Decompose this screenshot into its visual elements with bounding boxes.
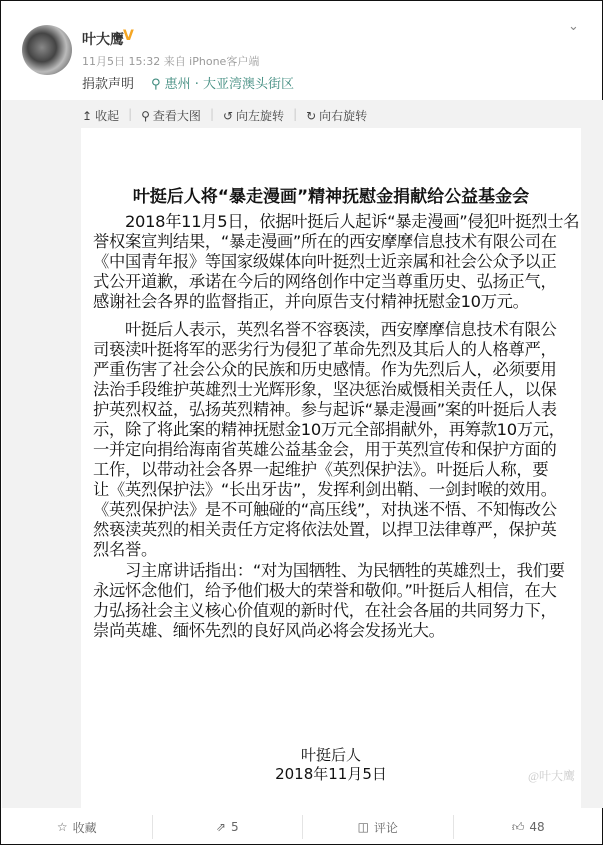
paragraph-line: 司亵渎叶挺将军的恶劣行为侵犯了革命先烈及其后人的人格尊严， (93, 340, 557, 359)
comment-icon: ◫ (357, 820, 369, 834)
image-title: 叶挺后人将“暴走漫画”精神抚慰金捐献给公益基金会 (132, 187, 530, 207)
location-pin-icon: ⚲ (151, 77, 165, 92)
post-image[interactable] (81, 128, 581, 808)
like-button[interactable] (454, 815, 603, 839)
paragraph-line: 式公开道歉，承诺在今后的网络创作中定当尊重历史、弘扬正气， (93, 272, 557, 291)
paragraph-line: 2018年11月5日，依据叶挺后人起诉“暴走漫画”侵犯叶挺烈士名 (93, 212, 580, 231)
view-large-label: 查看大图 (152, 109, 201, 123)
comment-label: 评论 (373, 820, 398, 835)
divider: | (128, 107, 133, 121)
paragraph-line: 法治手段维护英雄烈士光辉形象，坚决惩治威慑相关责任人，以保 (93, 380, 557, 399)
repost-icon: ⇗ (215, 820, 226, 834)
paragraph-line: 崇尚英雄、缅怀先烈的良好风尚必将会发扬光大。 (93, 621, 445, 640)
divider: | (209, 107, 214, 121)
signature-date: 2018年11月5日 (275, 765, 387, 783)
paragraph-line: 工作，以带动社会各界一起维护《英烈保护法》。叶挺后人称，要 (93, 460, 549, 479)
image-paragraph-1 (93, 212, 579, 312)
paragraph-line: 《英烈保护法》是不可触碰的“高压线”，对执迷不悟、不知悔改公 (93, 500, 557, 519)
rotate-right-button[interactable] (306, 107, 367, 124)
paragraph-line: 《中国青年报》等国家级媒体向叶挺烈士近亲属和社会公众予以正 (93, 252, 557, 271)
rotate-left-button[interactable] (223, 107, 284, 124)
repost-count: 5 (230, 820, 239, 834)
location-text: 惠州 · 大亚湾澳头街区 (164, 77, 295, 92)
post-text: 捐款声明 (82, 77, 135, 92)
paragraph-line: 严重伤害了社会公众的民族和历史感情。作为先烈后人，必须要用 (93, 360, 557, 379)
repost-button[interactable] (153, 815, 304, 839)
location-link[interactable] (151, 73, 294, 92)
action-bar (2, 809, 603, 845)
rotate-right-label: 向右旋转 (319, 109, 368, 123)
media-toolbar (82, 107, 367, 124)
image-paragraph-3 (93, 561, 579, 641)
collapse-button[interactable] (82, 107, 119, 124)
paragraph-line: 一并定向捐给海南省英雄公益基金会，用于英烈宣传和保护方面的 (93, 440, 557, 459)
paragraph-line: 力弘扬社会主义核心价值观的新时代，在社会各届的共同努力下， (93, 601, 557, 620)
paragraph-line: 永远怀念他们，给予他们极大的荣誉和敬仰。”叶挺后人相信，在大 (93, 581, 557, 600)
favorite-button[interactable] (2, 815, 153, 839)
divider: | (293, 107, 298, 121)
paragraph-line: 让《英烈保护法》“长出牙齿”，发挥利剑出鞘、一剑封喉的效用。 (93, 480, 557, 499)
paragraph-line: 誉权案宣判结果，“暴走漫画”所在的西安摩摩信息技术有限公司在 (93, 232, 557, 251)
avatar[interactable] (22, 25, 72, 75)
paragraph-line: 叶挺后人表示，英烈名誉不容亵渎，西安摩摩信息技术有限公 (93, 320, 557, 339)
paragraph-line: 烈名誉。 (93, 540, 157, 559)
image-paragraph-2 (93, 320, 579, 560)
rotate-left-icon: ↺ (222, 108, 234, 123)
paragraph-line: 示，除了将此案的精神抚慰金10万元全部捐献外，再筹款10万元， (93, 420, 565, 439)
chevron-down-icon[interactable]: ⌄ (568, 19, 579, 34)
paragraph-line: 然亵渎英烈的相关责任方定将依法处置，以捍卫法律尊严，保护英 (93, 520, 557, 539)
paragraph-line: 感谢社会各界的监督指正，并向原告支付精神抚慰金10万元。 (93, 292, 529, 311)
verified-badge-icon: V (123, 28, 134, 44)
collapse-label: 收起 (95, 109, 120, 123)
rotate-left-label: 向左旋转 (236, 109, 285, 123)
collapse-icon: ↥ (82, 108, 93, 123)
watermark: @叶大鹰 (527, 769, 575, 783)
post-meta: 11月5日 15:32 来自 iPhone客户端 (82, 55, 260, 68)
view-large-button[interactable] (141, 107, 201, 124)
star-icon: ☆ (56, 820, 68, 834)
favorite-label: 收藏 (72, 820, 97, 835)
like-count: 48 (529, 820, 545, 834)
paragraph-line: 习主席讲话指出：“对为国牺牲、为民牺牲的英雄烈士，我们要 (93, 561, 565, 580)
author-name[interactable]: 叶大鹰 (82, 32, 124, 48)
search-icon: ⚲ (141, 108, 150, 123)
paragraph-line: 护英烈权益，弘扬英烈精神。参与起诉“暴走漫画”案的叶挺后人表 (93, 400, 557, 419)
comment-button[interactable] (303, 815, 454, 839)
thumbs-up-icon: 👍︎ (511, 819, 525, 834)
signature: 叶挺后人 (300, 746, 361, 764)
rotate-right-icon: ↻ (306, 108, 317, 123)
